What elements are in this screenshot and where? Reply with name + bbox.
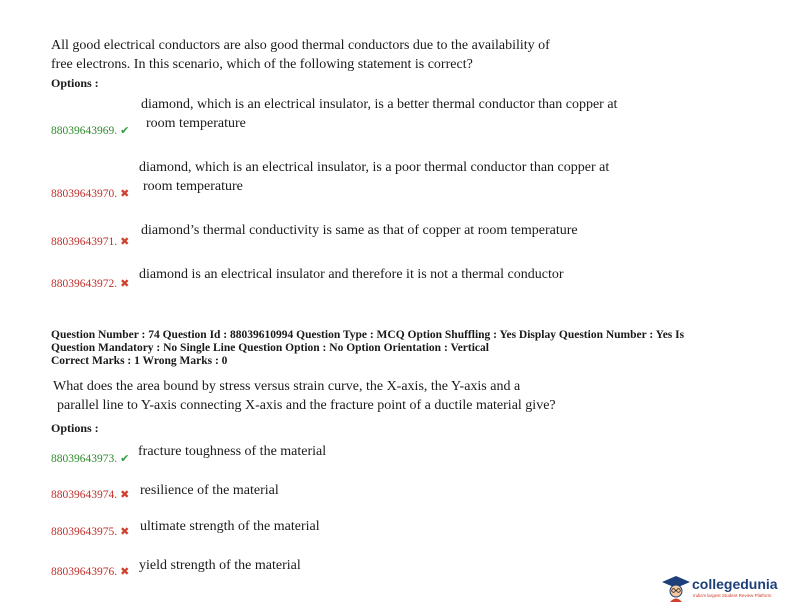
q1-option-2-line-1: diamond, which is an electrical insulator, is a poor thermal conductor than copper at <box>139 160 610 175</box>
q1-option-4-text: diamond is an electrical insulator and therefore it is not a thermal conductor <box>139 267 564 282</box>
q2-option-4-text: yield strength of the material <box>139 558 301 573</box>
meta-line-2: Question Mandatory : No Single Line Question Option : No Option Orientation : Vertical <box>51 342 489 354</box>
cross-icon: ✖ <box>120 278 130 290</box>
q1-option-2-line-2: room temperature <box>143 179 243 194</box>
q1-option-2-id <box>51 187 129 200</box>
q1-option-1-text <box>141 95 617 133</box>
q2-option-1-text: fracture toughness of the material <box>138 444 327 459</box>
q2-option-2-id <box>51 488 129 501</box>
options-label-2: Options : <box>51 421 99 435</box>
check-icon: ✔ <box>120 453 130 465</box>
q2-option-3-id <box>51 525 129 538</box>
q1-option-4-id-text: 88039643972. <box>51 278 118 290</box>
q2-option-3-text: ultimate strength of the material <box>140 519 320 534</box>
q2-option-4-id <box>51 565 129 578</box>
q2-option-4-id-text: 88039643976. <box>51 566 118 578</box>
q1-option-3-text: diamond’s thermal conductivity is same as that of copper at room temperature <box>141 223 578 238</box>
options-label-1: Options : <box>51 76 99 90</box>
question-1-line-2: free electrons. In this scenario, which of the following statement is correct? <box>51 57 473 72</box>
q2-option-1-id <box>51 452 129 465</box>
q1-option-1-line-2: room temperature <box>146 116 246 131</box>
graduate-icon <box>661 574 691 602</box>
logo-tagline: India's largest Student Review Platform <box>693 593 772 598</box>
q1-option-3-id-text: 88039643971. <box>51 236 118 248</box>
cross-icon: ✖ <box>120 566 130 578</box>
q1-option-1-id <box>51 124 129 137</box>
q2-option-3-id-text: 88039643975. <box>51 526 118 538</box>
question-2-line-1: What does the area bound by stress versus strain curve, the X-axis, the Y-axis and a <box>53 379 521 394</box>
q2-option-2-id-text: 88039643974. <box>51 489 118 501</box>
question-2-meta <box>51 329 751 368</box>
question-1-text <box>51 36 550 74</box>
q2-option-1-id-text: 88039643973. <box>51 453 118 465</box>
cross-icon: ✖ <box>120 236 130 248</box>
q1-option-1-id-text: 88039643969. <box>51 125 118 137</box>
question-2-text <box>53 377 556 415</box>
cross-icon: ✖ <box>120 489 130 501</box>
q1-option-1-line-1: diamond, which is an electrical insulator, is a better thermal conductor than copper at <box>141 97 618 112</box>
question-2-line-2: parallel line to Y-axis connecting X-axis and the fracture point of a ductile material give? <box>57 398 556 413</box>
meta-line-3: Correct Marks : 1 Wrong Marks : 0 <box>51 355 228 367</box>
collegedunia-logo <box>661 572 786 604</box>
q2-option-2-text: resilience of the material <box>140 483 279 498</box>
meta-line-1: Question Number : 74 Question Id : 88039610994 Question Type : MCQ Option Shuffling : Yes Display Question Number : Yes Is <box>51 329 685 341</box>
logo-name: collegedunia <box>692 576 778 592</box>
q1-option-2-id-text: 88039643970. <box>51 188 118 200</box>
q1-option-4-id <box>51 277 129 290</box>
q1-option-3-id <box>51 235 129 248</box>
question-1-line-1: All good electrical conductors are also good thermal conductors due to the availability of <box>51 38 550 53</box>
cross-icon: ✖ <box>120 188 130 200</box>
cross-icon: ✖ <box>120 526 130 538</box>
check-icon: ✔ <box>120 125 130 137</box>
q1-option-2-text <box>139 158 609 196</box>
